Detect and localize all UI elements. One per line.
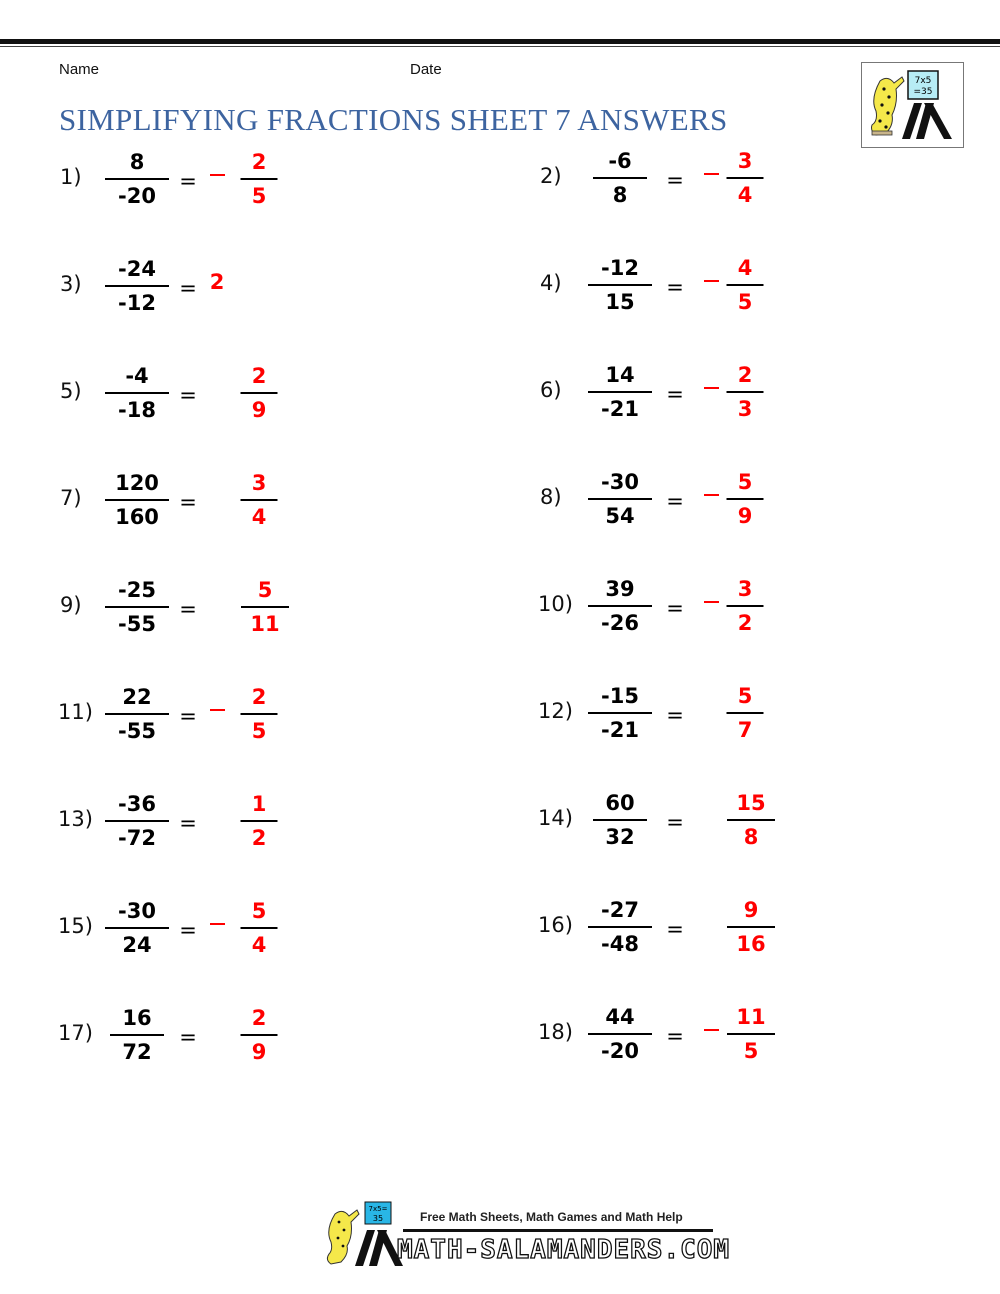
answer-numerator: 15 bbox=[736, 791, 766, 815]
answer-denominator: 3 bbox=[737, 397, 753, 421]
answer-numerator: 3 bbox=[737, 577, 753, 601]
fraction-bar bbox=[588, 712, 652, 714]
footer-tagline: Free Math Sheets, Math Games and Math Help bbox=[420, 1210, 683, 1224]
top-rule-thick bbox=[0, 39, 1000, 44]
fraction-bar bbox=[727, 391, 764, 393]
answer-minus-sign bbox=[704, 387, 719, 389]
problem-number: 14) bbox=[538, 806, 573, 830]
fraction-bar bbox=[105, 713, 169, 715]
answer-denominator: 5 bbox=[743, 1039, 759, 1063]
equals-sign: = bbox=[179, 597, 197, 621]
answer-denominator: 9 bbox=[737, 504, 753, 528]
problem-number: 13) bbox=[58, 807, 93, 831]
fraction-bar bbox=[105, 392, 169, 394]
answer-fraction bbox=[727, 683, 764, 743]
question-fraction bbox=[105, 791, 169, 851]
fraction-bar bbox=[105, 606, 169, 608]
problem-number: 7) bbox=[60, 486, 82, 510]
question-fraction bbox=[105, 470, 169, 530]
answer-denominator: 11 bbox=[250, 612, 280, 636]
question-numerator: -30 bbox=[118, 899, 156, 923]
question-numerator: 60 bbox=[605, 791, 635, 815]
answer-fraction bbox=[727, 362, 764, 422]
answer-fraction bbox=[241, 577, 289, 637]
equals-sign: = bbox=[179, 811, 197, 835]
answer-numerator: 1 bbox=[251, 792, 267, 816]
equals-sign: = bbox=[666, 810, 684, 834]
answer-fraction bbox=[727, 897, 775, 957]
problem-number: 15) bbox=[58, 914, 93, 938]
fraction-bar bbox=[727, 819, 775, 821]
problem-number: 10) bbox=[538, 592, 573, 616]
question-fraction bbox=[105, 363, 169, 423]
answer-fraction bbox=[241, 684, 278, 744]
problem-number: 8) bbox=[540, 485, 562, 509]
answer-minus-sign bbox=[210, 709, 225, 711]
answer-minus-sign bbox=[210, 923, 225, 925]
question-numerator: -30 bbox=[601, 470, 639, 494]
answer-fraction bbox=[727, 790, 775, 850]
answer-denominator: 4 bbox=[737, 183, 753, 207]
question-denominator: -18 bbox=[118, 398, 156, 422]
problem-number: 1) bbox=[60, 165, 82, 189]
logo-board-line2: =35 bbox=[913, 87, 933, 97]
question-denominator: -21 bbox=[601, 718, 639, 742]
question-fraction bbox=[588, 255, 652, 315]
question-numerator: -25 bbox=[118, 578, 156, 602]
question-denominator: -55 bbox=[118, 612, 156, 636]
fraction-bar bbox=[588, 1033, 652, 1035]
question-fraction bbox=[588, 683, 652, 743]
question-numerator: -24 bbox=[118, 257, 156, 281]
equals-sign: = bbox=[179, 490, 197, 514]
answer-minus-sign bbox=[210, 174, 225, 176]
top-rule-thin bbox=[0, 46, 1000, 47]
date-label: Date bbox=[410, 61, 442, 78]
answer-denominator: 2 bbox=[251, 826, 267, 850]
fraction-bar bbox=[588, 498, 652, 500]
answer-fraction bbox=[241, 149, 278, 209]
answer-numerator: 5 bbox=[737, 684, 753, 708]
page-title: SIMPLIFYING FRACTIONS SHEET 7 ANSWERS bbox=[59, 102, 728, 137]
fraction-bar bbox=[105, 927, 169, 929]
question-denominator: -20 bbox=[601, 1039, 639, 1063]
question-fraction bbox=[588, 469, 652, 529]
footer-salamander-icon bbox=[325, 1200, 405, 1270]
fraction-bar bbox=[241, 392, 278, 394]
fraction-bar bbox=[588, 926, 652, 928]
fraction-bar bbox=[588, 605, 652, 607]
footer-divider bbox=[403, 1229, 713, 1232]
answer-numerator: 2 bbox=[251, 150, 267, 174]
fraction-bar bbox=[105, 499, 169, 501]
equals-sign: = bbox=[179, 1025, 197, 1049]
name-label: Name bbox=[59, 61, 100, 78]
answer-fraction bbox=[241, 363, 278, 423]
problem-number: 9) bbox=[60, 593, 82, 617]
question-fraction bbox=[110, 1005, 164, 1065]
answer-numerator: 5 bbox=[251, 899, 267, 923]
answer-fraction bbox=[727, 576, 764, 636]
fraction-bar bbox=[241, 1034, 278, 1036]
salamander-teacher-icon bbox=[862, 63, 963, 147]
salamander-logo bbox=[861, 62, 964, 148]
fraction-bar bbox=[727, 284, 764, 286]
question-numerator: -27 bbox=[601, 898, 639, 922]
question-numerator: 120 bbox=[115, 471, 159, 495]
question-denominator: -55 bbox=[118, 719, 156, 743]
question-denominator: -21 bbox=[601, 397, 639, 421]
fraction-bar bbox=[593, 819, 647, 821]
answer-denominator: 5 bbox=[737, 290, 753, 314]
question-denominator: -26 bbox=[601, 611, 639, 635]
question-denominator: 72 bbox=[122, 1040, 152, 1064]
fraction-bar bbox=[727, 605, 764, 607]
answer-denominator: 16 bbox=[736, 932, 766, 956]
answer-numerator: 2 bbox=[251, 1006, 267, 1030]
question-denominator: -12 bbox=[118, 291, 156, 315]
answer-numerator: 2 bbox=[251, 685, 267, 709]
question-denominator: -20 bbox=[118, 184, 156, 208]
answer-minus-sign bbox=[704, 280, 719, 282]
question-numerator: -4 bbox=[125, 364, 149, 388]
fraction-bar bbox=[727, 498, 764, 500]
fraction-bar bbox=[588, 391, 652, 393]
fraction-bar bbox=[105, 178, 169, 180]
answer-numerator: 5 bbox=[257, 578, 273, 602]
logo-board-line1: 7x5 bbox=[914, 76, 932, 86]
answer-denominator: 9 bbox=[251, 398, 267, 422]
problem-number: 11) bbox=[58, 700, 93, 724]
footer-board-line1: 7x5= bbox=[368, 1205, 388, 1213]
question-numerator: 16 bbox=[122, 1006, 152, 1030]
equals-sign: = bbox=[666, 596, 684, 620]
question-numerator: -36 bbox=[118, 792, 156, 816]
question-fraction bbox=[105, 149, 169, 209]
question-numerator: 22 bbox=[122, 685, 152, 709]
fraction-bar bbox=[241, 713, 278, 715]
answer-minus-sign bbox=[704, 173, 719, 175]
answer-fraction bbox=[727, 148, 764, 208]
answer-fraction bbox=[727, 1004, 775, 1064]
equals-sign: = bbox=[666, 275, 684, 299]
problem-number: 16) bbox=[538, 913, 573, 937]
question-fraction bbox=[593, 148, 647, 208]
fraction-bar bbox=[241, 820, 278, 822]
footer-logo bbox=[325, 1200, 731, 1270]
fraction-bar bbox=[588, 284, 652, 286]
question-numerator: 14 bbox=[605, 363, 635, 387]
equals-sign: = bbox=[666, 168, 684, 192]
equals-sign: = bbox=[179, 169, 197, 193]
footer-site-name: MATH-SALAMANDERS.COM bbox=[397, 1235, 731, 1265]
footer-board-line2: 35 bbox=[372, 1214, 384, 1223]
answer-numerator: 9 bbox=[743, 898, 759, 922]
fraction-bar bbox=[241, 178, 278, 180]
question-denominator: 54 bbox=[605, 504, 635, 528]
question-fraction bbox=[105, 577, 169, 637]
problem-number: 6) bbox=[540, 378, 562, 402]
answer-fraction bbox=[241, 470, 278, 530]
answer-denominator: 5 bbox=[251, 184, 267, 208]
problem-number: 12) bbox=[538, 699, 573, 723]
answer-minus-sign bbox=[704, 494, 719, 496]
answer-denominator: 2 bbox=[737, 611, 753, 635]
answer-numerator: 11 bbox=[736, 1005, 766, 1029]
equals-sign: = bbox=[179, 276, 197, 300]
fraction-bar bbox=[241, 499, 278, 501]
answer-numerator: 3 bbox=[251, 471, 267, 495]
answer-whole-number: 2 bbox=[209, 270, 225, 294]
equals-sign: = bbox=[179, 918, 197, 942]
question-numerator: -12 bbox=[601, 256, 639, 280]
question-denominator: 24 bbox=[122, 933, 152, 957]
question-denominator: 15 bbox=[605, 290, 635, 314]
question-numerator: 8 bbox=[129, 150, 145, 174]
answer-fraction bbox=[241, 1005, 278, 1065]
question-numerator: -6 bbox=[608, 149, 632, 173]
answer-denominator: 5 bbox=[251, 719, 267, 743]
problem-number: 4) bbox=[540, 271, 562, 295]
question-fraction bbox=[105, 256, 169, 316]
equals-sign: = bbox=[666, 382, 684, 406]
answer-numerator: 2 bbox=[251, 364, 267, 388]
question-fraction bbox=[593, 790, 647, 850]
answer-numerator: 3 bbox=[737, 149, 753, 173]
question-fraction bbox=[105, 684, 169, 744]
answer-fraction bbox=[241, 898, 278, 958]
answer-denominator: 4 bbox=[251, 505, 267, 529]
answer-minus-sign bbox=[704, 601, 719, 603]
problem-number: 5) bbox=[60, 379, 82, 403]
question-fraction bbox=[588, 1004, 652, 1064]
problem-number: 17) bbox=[58, 1021, 93, 1045]
answer-denominator: 9 bbox=[251, 1040, 267, 1064]
equals-sign: = bbox=[666, 917, 684, 941]
equals-sign: = bbox=[666, 489, 684, 513]
equals-sign: = bbox=[666, 703, 684, 727]
question-numerator: 39 bbox=[605, 577, 635, 601]
answer-denominator: 4 bbox=[251, 933, 267, 957]
question-numerator: 44 bbox=[605, 1005, 635, 1029]
question-fraction bbox=[588, 362, 652, 422]
fraction-bar bbox=[727, 926, 775, 928]
equals-sign: = bbox=[179, 383, 197, 407]
fraction-bar bbox=[241, 927, 278, 929]
answer-denominator: 7 bbox=[737, 718, 753, 742]
question-fraction bbox=[588, 576, 652, 636]
question-fraction bbox=[105, 898, 169, 958]
fraction-bar bbox=[727, 1033, 775, 1035]
question-denominator: 32 bbox=[605, 825, 635, 849]
problem-number: 18) bbox=[538, 1020, 573, 1044]
answer-numerator: 2 bbox=[737, 363, 753, 387]
question-denominator: -48 bbox=[601, 932, 639, 956]
answer-numerator: 5 bbox=[737, 470, 753, 494]
problem-number: 2) bbox=[540, 164, 562, 188]
fraction-bar bbox=[593, 177, 647, 179]
question-denominator: 8 bbox=[612, 183, 628, 207]
question-numerator: -15 bbox=[601, 684, 639, 708]
answer-fraction bbox=[241, 791, 278, 851]
fraction-bar bbox=[727, 712, 764, 714]
fraction-bar bbox=[727, 177, 764, 179]
answer-fraction bbox=[727, 469, 764, 529]
fraction-bar bbox=[105, 285, 169, 287]
fraction-bar bbox=[241, 606, 289, 608]
question-fraction bbox=[588, 897, 652, 957]
question-denominator: -72 bbox=[118, 826, 156, 850]
answer-numerator: 4 bbox=[737, 256, 753, 280]
equals-sign: = bbox=[666, 1024, 684, 1048]
answer-denominator: 8 bbox=[743, 825, 759, 849]
answer-minus-sign bbox=[704, 1029, 719, 1031]
equals-sign: = bbox=[179, 704, 197, 728]
fraction-bar bbox=[110, 1034, 164, 1036]
problem-number: 3) bbox=[60, 272, 82, 296]
fraction-bar bbox=[105, 820, 169, 822]
answer-fraction bbox=[727, 255, 764, 315]
question-denominator: 160 bbox=[115, 505, 159, 529]
